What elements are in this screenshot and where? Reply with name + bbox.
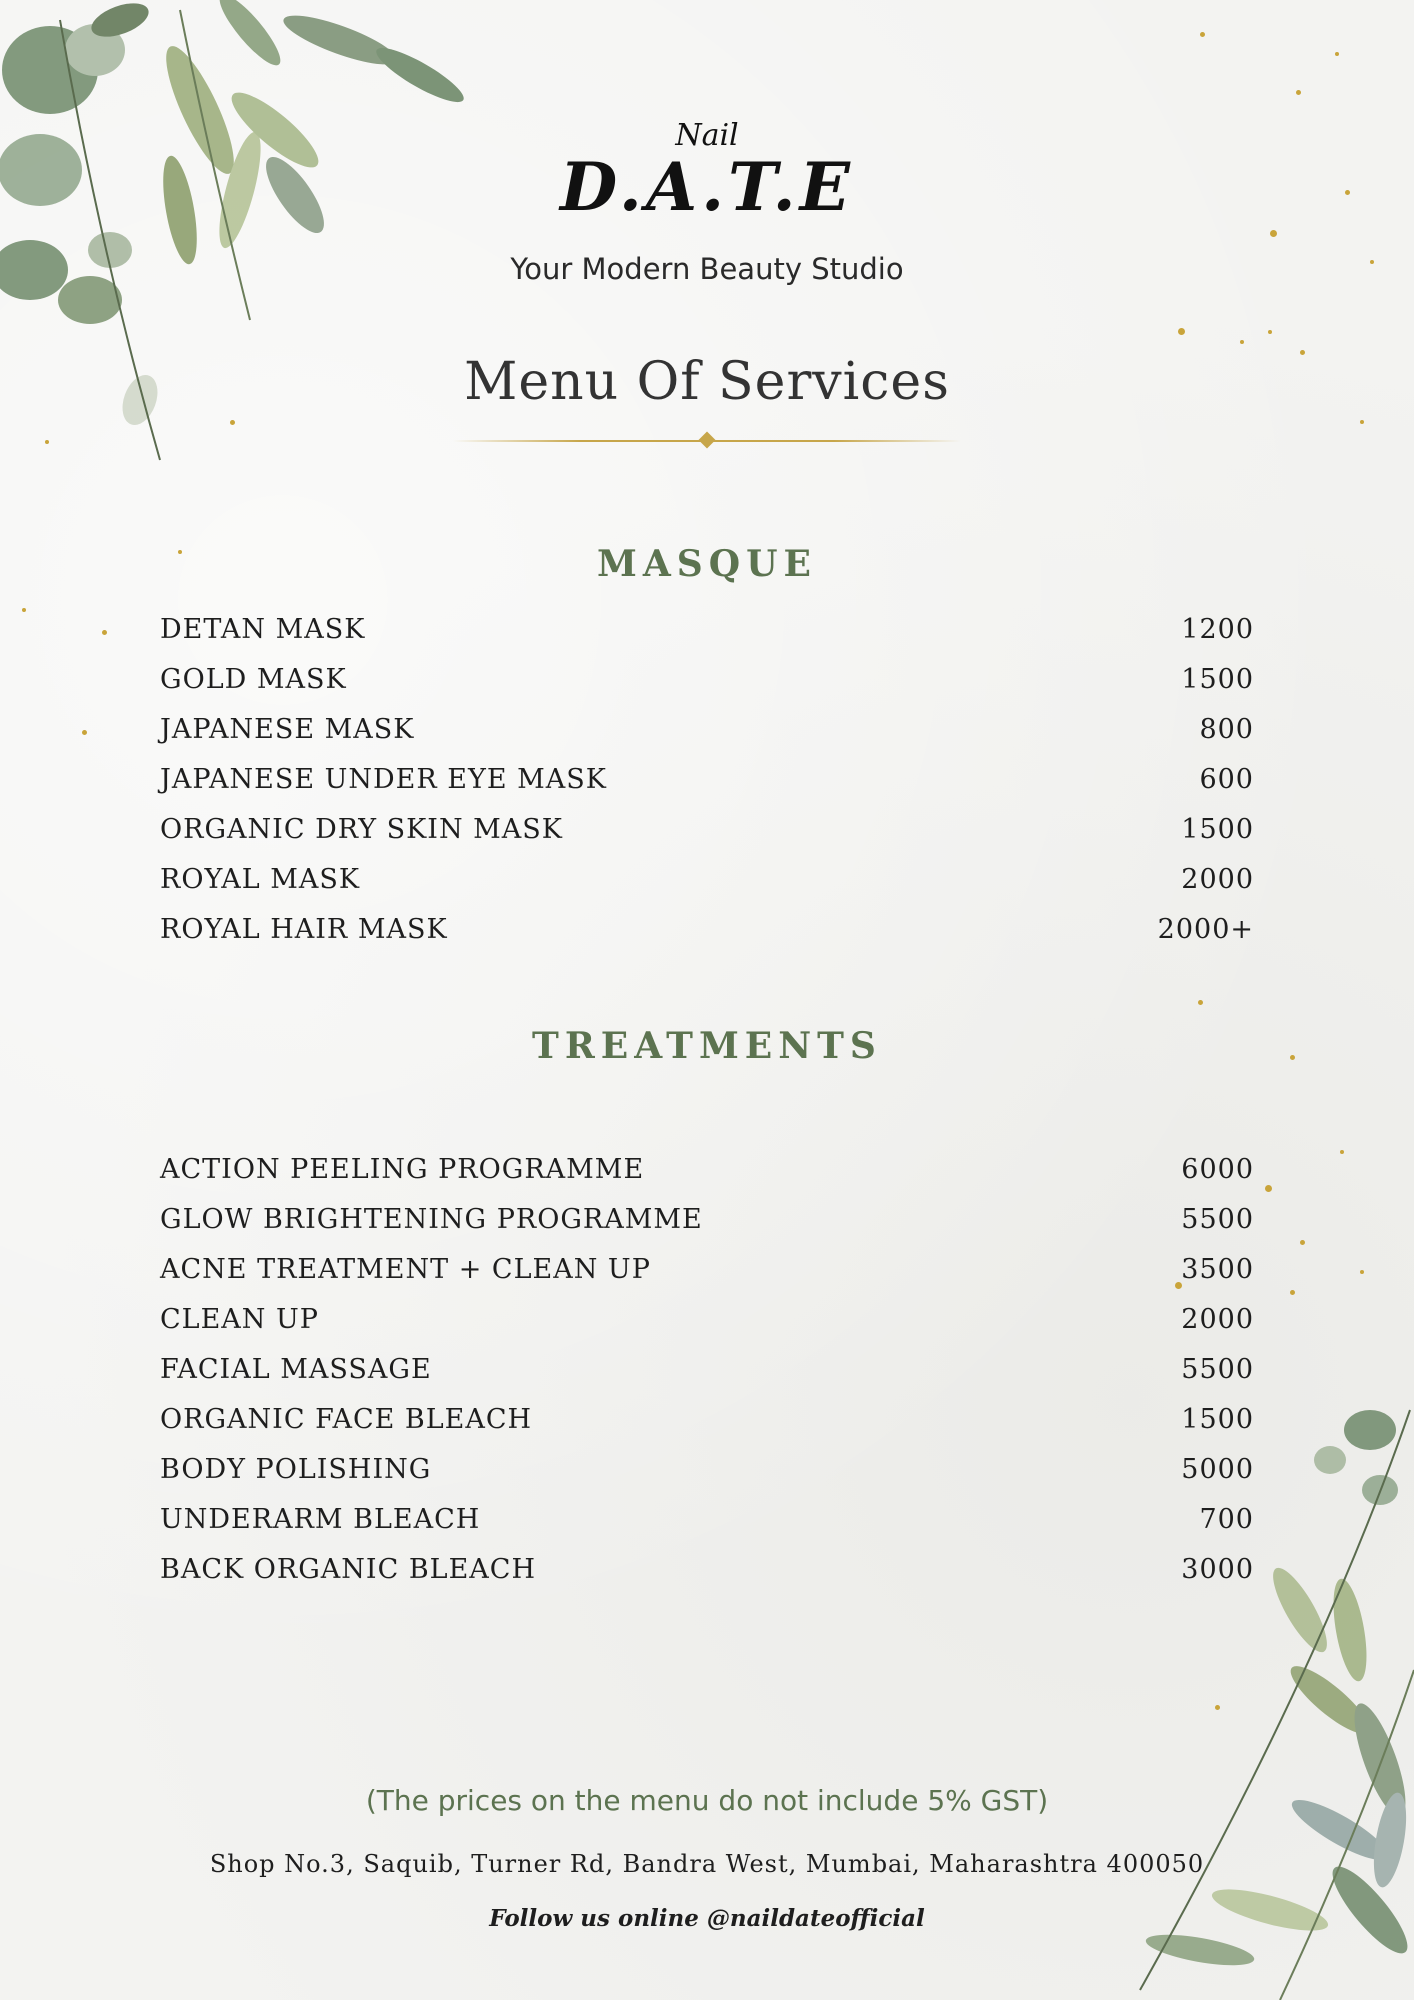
service-name: GLOW BRIGHTENING PROGRAMME — [160, 1204, 703, 1235]
section-title-treatments: TREATMENTS — [532, 1025, 882, 1067]
list-item — [160, 714, 1254, 754]
service-price: 600 — [1199, 764, 1254, 795]
service-price: 800 — [1199, 714, 1254, 745]
list-item — [160, 1304, 1254, 1344]
service-price: 3500 — [1181, 1254, 1254, 1285]
service-name: ACTION PEELING PROGRAMME — [160, 1154, 645, 1185]
service-name: ORGANIC FACE BLEACH — [160, 1404, 533, 1435]
service-price: 2000 — [1181, 1304, 1254, 1335]
shop-address: Shop No.3, Saquib, Turner Rd, Bandra West, Mumbai, Maharashtra 400050 — [209, 1850, 1205, 1878]
list-item — [160, 1154, 1254, 1194]
list-item — [160, 1554, 1254, 1594]
service-price: 1500 — [1181, 814, 1254, 845]
service-price: 700 — [1199, 1504, 1254, 1535]
service-name: JAPANESE MASK — [160, 714, 415, 745]
list-item — [160, 1454, 1254, 1494]
service-name: ROYAL MASK — [160, 864, 361, 895]
service-name: FACIAL MASSAGE — [160, 1354, 432, 1385]
service-name: ORGANIC DRY SKIN MASK — [160, 814, 563, 845]
service-price: 5500 — [1181, 1354, 1254, 1385]
list-item — [160, 864, 1254, 904]
service-name: UNDERARM BLEACH — [160, 1504, 481, 1535]
service-price: 5500 — [1181, 1204, 1254, 1235]
service-name: JAPANESE UNDER EYE MASK — [160, 764, 607, 795]
service-price: 5000 — [1181, 1454, 1254, 1485]
social-handle: Follow us online @naildateofficial — [489, 1905, 925, 1932]
list-item — [160, 1404, 1254, 1444]
list-item — [160, 914, 1254, 954]
list-item — [160, 814, 1254, 854]
service-name: ROYAL HAIR MASK — [160, 914, 448, 945]
service-name: ACNE TREATMENT + CLEAN UP — [160, 1254, 651, 1285]
service-name: BACK ORGANIC BLEACH — [160, 1554, 536, 1585]
service-name: CLEAN UP — [160, 1304, 319, 1335]
list-item — [160, 664, 1254, 704]
service-price: 6000 — [1181, 1154, 1254, 1185]
service-price: 2000+ — [1157, 914, 1254, 945]
service-price: 1500 — [1181, 664, 1254, 695]
logo-nail: Nail — [675, 118, 739, 153]
section-title-masque: MASQUE — [597, 543, 817, 585]
page-title: Menu Of Services — [464, 352, 950, 412]
service-name: BODY POLISHING — [160, 1454, 432, 1485]
gst-note: (The prices on the menu do not include 5% GST) — [365, 1784, 1049, 1817]
list-item — [160, 1254, 1254, 1294]
service-price: 3000 — [1181, 1554, 1254, 1585]
service-name: DETAN MASK — [160, 614, 366, 645]
list-item — [160, 1354, 1254, 1394]
list-item — [160, 1204, 1254, 1244]
logo-date: D.A.T.E — [560, 148, 854, 226]
service-price: 2000 — [1181, 864, 1254, 895]
service-name: GOLD MASK — [160, 664, 347, 695]
list-item — [160, 614, 1254, 654]
service-price: 1500 — [1181, 1404, 1254, 1435]
list-item — [160, 764, 1254, 804]
service-price: 1200 — [1181, 614, 1254, 645]
divider-diamond-icon — [699, 432, 716, 449]
tagline: Your Modern Beauty Studio — [510, 252, 904, 286]
list-item — [160, 1504, 1254, 1544]
